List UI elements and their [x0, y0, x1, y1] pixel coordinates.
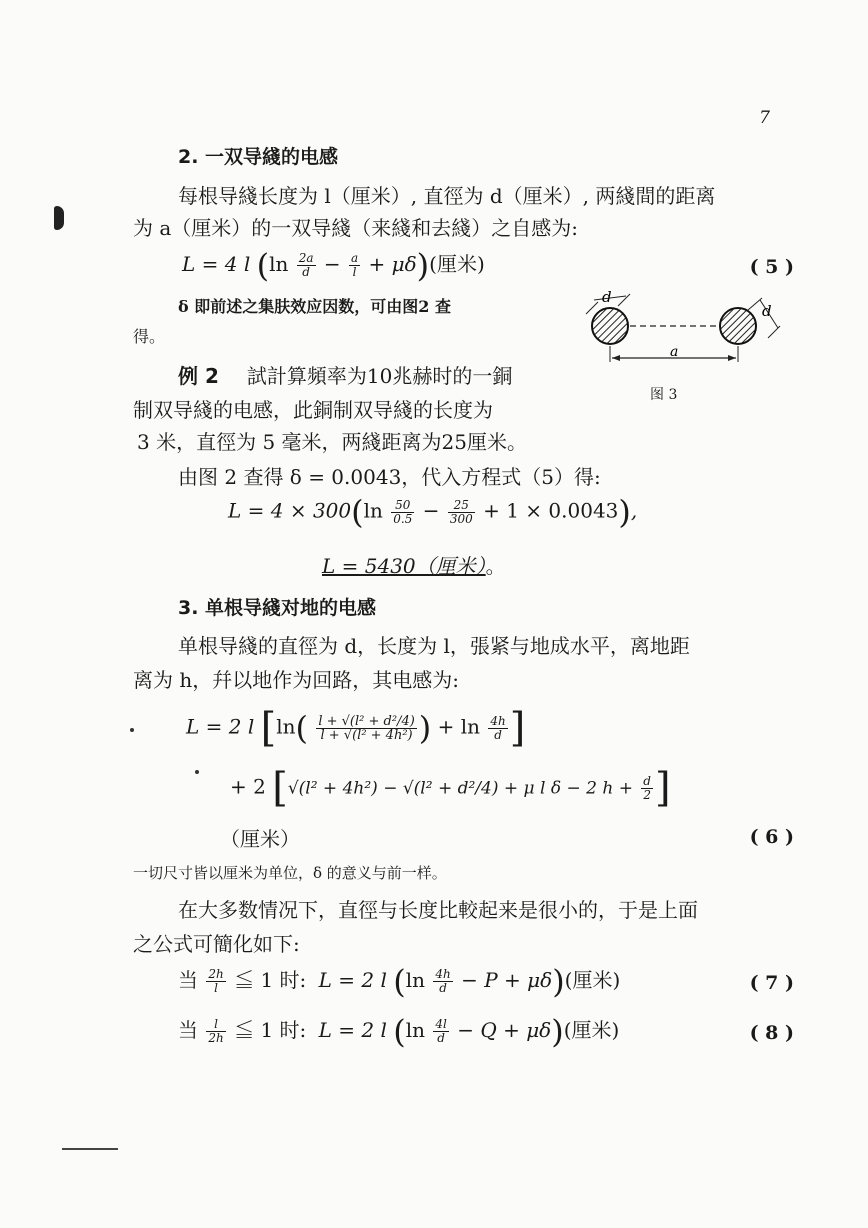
formula-5-lhs: L = 4 l	[182, 252, 251, 276]
equation-number-6: ( 6 )	[749, 826, 794, 848]
line-2-lead: + 2	[230, 774, 266, 799]
fraction	[391, 499, 414, 526]
paren-open: (	[256, 246, 270, 285]
numerator: 50	[391, 499, 414, 513]
formula-6-line-1	[186, 705, 526, 751]
example-2-result	[322, 550, 506, 579]
formula-6-lhs: L = 2 l	[186, 714, 255, 739]
ln-operator: ln	[405, 968, 425, 992]
denominator: d	[302, 265, 310, 279]
paren-close: )	[552, 962, 565, 1001]
section-3-para-line-1: 单根导綫的直徑为 d，长度为 l，張紧与地成水平，离地距	[178, 634, 690, 658]
calc-lhs: L = 4 × 300	[228, 498, 352, 523]
numerator: 25	[448, 499, 475, 513]
denominator: l + √(l² + 4h²)	[320, 727, 413, 743]
fraction	[641, 775, 653, 802]
numerator: 4l	[435, 1017, 447, 1031]
minus-sign: −	[422, 498, 440, 523]
label-d-right: d	[762, 302, 772, 320]
fraction	[206, 1018, 225, 1045]
scan-bottom-mark	[62, 1148, 118, 1150]
formula-6-unit: （厘米）	[220, 827, 300, 851]
arrowhead	[612, 355, 620, 361]
denominator: d	[439, 981, 447, 995]
denominator: d	[494, 727, 502, 742]
section-2-heading: 2. 一双导綫的电感	[178, 146, 339, 168]
numerator: l + √(l² + d²/4)	[318, 713, 415, 729]
formula-8-lhs: L = 2 l	[318, 1018, 387, 1042]
when-label: 当	[178, 968, 198, 992]
line-2-body: √(l² + 4h²) − √(l² + d²/4) + μ l δ − 2 h +	[287, 778, 633, 799]
formula-8-tail: − Q + μδ	[457, 1018, 552, 1042]
ln-operator: ln	[405, 1018, 425, 1042]
equation-number-5: ( 5 )	[749, 256, 794, 278]
ln-operator: ln	[269, 252, 289, 276]
fraction	[316, 715, 416, 742]
example-2-calculation	[228, 493, 638, 531]
denominator: 0.5	[393, 511, 413, 526]
fraction	[206, 968, 225, 995]
paren-open: (	[393, 1012, 406, 1051]
right-conductor	[720, 308, 756, 344]
paren-open: (	[351, 493, 364, 531]
denominator: 2h	[208, 1031, 224, 1045]
bracket-close: ]	[654, 765, 671, 811]
unit: (厘米)	[429, 252, 485, 276]
calc-tail: + 1 × 0.0043	[483, 498, 619, 523]
fraction	[297, 252, 316, 279]
formula-7-tail: − P + μδ	[461, 968, 553, 992]
formula-8	[178, 1012, 620, 1051]
fraction	[488, 715, 507, 742]
formula-7-lhs: L = 2 l	[318, 968, 387, 992]
section-2-para-line-1: 每根导綫长度为 l（厘米）, 直徑为 d（厘米）, 两綫間的距离	[178, 184, 716, 208]
denominator: 300	[449, 511, 473, 526]
example-2-line-2: 制双导綫的电感，此銅制双导綫的长度为	[133, 398, 493, 422]
bracket-close: ]	[509, 705, 526, 751]
paren-close: )	[418, 709, 432, 747]
formula-5	[182, 246, 485, 285]
minus-sign: −	[323, 252, 341, 276]
denominator: d	[437, 1031, 445, 1045]
numerator: 2a	[298, 251, 314, 265]
formula-5-tail: + μδ	[368, 252, 417, 276]
example-2-line-4: 由图 2 查得 δ = 0.0043，代入方程式（5）得:	[178, 465, 601, 489]
delta-note-line-2: 得。	[133, 327, 166, 346]
label-a: a	[670, 344, 679, 360]
section-2-para-line-2: 为 a（厘米）的一双导綫（来綫和去綫）之自感为:	[133, 216, 579, 240]
fraction	[433, 968, 452, 995]
paren-close: )	[618, 493, 631, 531]
bracket-open: [	[260, 705, 277, 751]
units-note: 一切尺寸皆以厘米为单位，δ 的意义与前一样。	[133, 864, 447, 882]
numerator: d	[643, 773, 651, 788]
numerator: l	[206, 1018, 225, 1032]
paren-close: )	[551, 1012, 564, 1051]
fraction	[433, 1018, 448, 1045]
when-label: 当	[178, 1018, 198, 1042]
figure-3-caption: 图 3	[650, 387, 678, 403]
result-value: L = 5430（厘米）	[322, 554, 486, 578]
scan-margin-mark	[54, 206, 64, 230]
calc-comma: ,	[630, 498, 638, 523]
simplify-line-1: 在大多数情况下，直徑与长度比較起来是很小的，于是上面	[178, 898, 698, 922]
numerator: a	[351, 251, 359, 265]
condition: ≦ 1 时:	[234, 1018, 307, 1042]
example-2-line-3: 3 米，直徑为 5 毫米，两綫距离为25厘米。	[137, 430, 527, 454]
fraction	[349, 252, 360, 279]
condition: ≦ 1 时:	[234, 968, 307, 992]
paren-close: )	[416, 246, 430, 285]
diameter-dimension	[748, 298, 762, 310]
formula-7	[178, 962, 621, 1001]
example-2-line-1	[178, 360, 512, 389]
left-conductor	[592, 308, 628, 344]
fraction	[448, 499, 475, 526]
label-d-left: d	[602, 288, 612, 306]
section-3-heading: 3. 单根导綫对地的电感	[178, 597, 377, 619]
denominator: l	[352, 265, 357, 279]
section-3-para-line-2: 离为 h，幷以地作为回路，其电感为:	[133, 668, 459, 692]
equation-number-8: ( 8 )	[749, 1022, 794, 1044]
example-2-text: 試計算頻率为10兆赫时的一銅	[246, 364, 513, 388]
paren-open: (	[393, 962, 406, 1001]
numerator: 4h	[435, 967, 451, 981]
unit: (厘米)	[563, 1018, 620, 1042]
diameter-dimension	[586, 302, 598, 314]
unit: (厘米)	[564, 968, 621, 992]
ln-operator: ln	[276, 714, 296, 739]
paren-open: (	[295, 709, 308, 747]
arrowhead	[728, 355, 736, 361]
bracket-open: [	[272, 765, 288, 811]
margin-mark	[195, 770, 199, 774]
denominator: 2	[643, 787, 651, 802]
formula-6-line-2	[230, 765, 671, 811]
margin-mark	[130, 728, 134, 732]
numerator: 2h	[208, 967, 224, 981]
result-end: 。	[485, 554, 506, 578]
equation-number-7: ( 7 )	[749, 972, 794, 994]
page-number: 7	[759, 108, 770, 128]
simplify-line-2: 之公式可簡化如下:	[133, 932, 300, 956]
delta-note-line-1: δ 即前述之集肤效应因数，可由图2 查	[178, 297, 451, 316]
plus-ln: + ln	[437, 714, 481, 739]
denominator: l	[214, 981, 218, 995]
example-2-label: 例 2	[178, 364, 219, 388]
ln-operator: ln	[363, 498, 383, 523]
numerator: 4h	[490, 713, 506, 728]
